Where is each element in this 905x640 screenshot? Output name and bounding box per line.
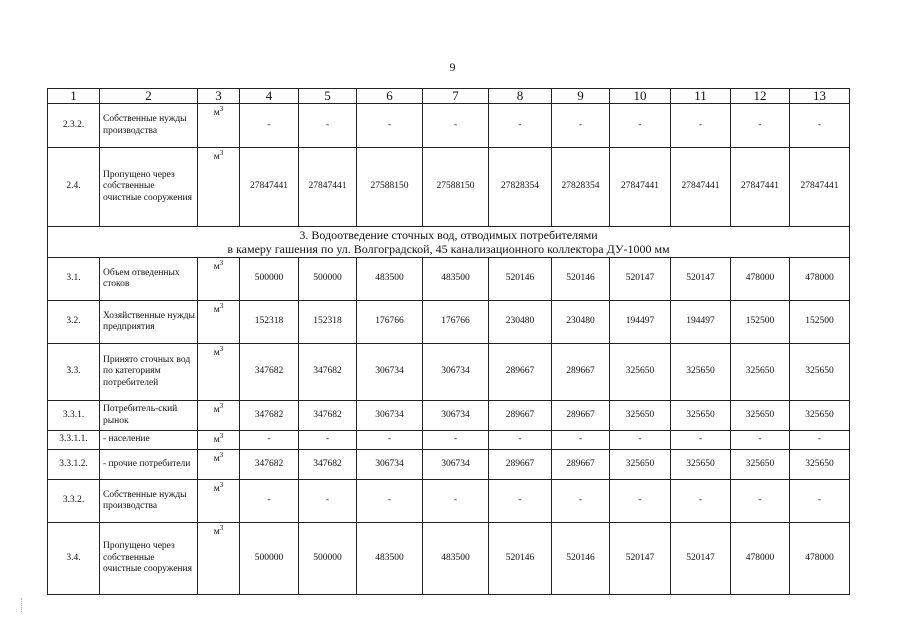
value-cell: 478000: [790, 258, 850, 301]
unit-text: м: [213, 108, 220, 118]
row-name: Пропущено через собственные очистные сооружения: [100, 523, 198, 595]
section-title-line-2: в камеру гашения по ул. Волгоградской, 45 канализационного коллектора ДУ-1000 мм: [227, 242, 670, 256]
value-cell: -: [610, 431, 671, 450]
value-cell: 325650: [671, 344, 731, 401]
value-cell: 347682: [299, 450, 357, 480]
column-header: 8: [489, 89, 552, 104]
table-row: [48, 104, 850, 148]
value-cell: -: [489, 480, 552, 523]
unit-exponent: 3: [219, 258, 224, 267]
header-row: [48, 89, 850, 104]
value-cell: 520146: [552, 258, 610, 301]
row-unit: [198, 344, 240, 401]
value-cell: 478000: [731, 523, 790, 595]
value-cell: -: [240, 480, 299, 523]
column-header: 10: [610, 89, 671, 104]
row-unit: [198, 480, 240, 523]
value-cell: 306734: [423, 344, 489, 401]
value-cell: 152500: [790, 301, 850, 344]
value-cell: -: [610, 104, 671, 148]
table-body: [48, 89, 850, 595]
value-cell: -: [240, 431, 299, 450]
value-cell: 27847441: [299, 148, 357, 227]
value-cell: 27847441: [790, 148, 850, 227]
table-row: [48, 450, 850, 480]
value-cell: 230480: [489, 301, 552, 344]
row-unit: [198, 148, 240, 227]
value-cell: 289667: [552, 401, 610, 431]
unit-text: м: [213, 152, 220, 162]
unit-text: м: [213, 435, 220, 445]
value-cell: 176766: [357, 301, 423, 344]
value-cell: -: [671, 431, 731, 450]
value-cell: -: [423, 431, 489, 450]
value-cell: 306734: [357, 344, 423, 401]
value-cell: -: [790, 431, 850, 450]
value-cell: -: [610, 480, 671, 523]
row-unit: [198, 104, 240, 148]
row-code: 3.3.2.: [48, 480, 100, 523]
row-unit: [198, 450, 240, 480]
column-header: 5: [299, 89, 357, 104]
value-cell: 347682: [299, 344, 357, 401]
table-row: [48, 480, 850, 523]
row-code: 2.3.2.: [48, 104, 100, 148]
value-cell: -: [357, 480, 423, 523]
row-name: - население: [100, 431, 198, 450]
row-unit: [198, 401, 240, 431]
table-row: [48, 258, 850, 301]
value-cell: 347682: [240, 450, 299, 480]
section-row: [48, 227, 850, 258]
value-cell: 500000: [240, 258, 299, 301]
row-name: Потребитель-ский рынок: [100, 401, 198, 431]
value-cell: 483500: [357, 258, 423, 301]
value-cell: 500000: [299, 523, 357, 595]
column-header: 7: [423, 89, 489, 104]
value-cell: 347682: [240, 344, 299, 401]
value-cell: 27828354: [489, 148, 552, 227]
unit-exponent: 3: [219, 401, 224, 410]
column-header: 9: [552, 89, 610, 104]
value-cell: 152318: [299, 301, 357, 344]
row-code: 3.3.: [48, 344, 100, 401]
value-cell: 176766: [423, 301, 489, 344]
value-cell: 289667: [552, 344, 610, 401]
value-cell: 325650: [731, 401, 790, 431]
value-cell: 152318: [240, 301, 299, 344]
value-cell: -: [671, 104, 731, 148]
value-cell: 289667: [489, 450, 552, 480]
unit-text: м: [213, 305, 220, 315]
value-cell: 289667: [489, 344, 552, 401]
row-name: Собственные нужды производства: [100, 104, 198, 148]
value-cell: -: [790, 480, 850, 523]
value-cell: 194497: [610, 301, 671, 344]
row-unit: [198, 523, 240, 595]
column-header: 4: [240, 89, 299, 104]
row-name: - прочие потребители: [100, 450, 198, 480]
table-row: [48, 431, 850, 450]
unit-exponent: 3: [219, 301, 224, 310]
scan-mark: [21, 598, 24, 612]
value-cell: 325650: [610, 450, 671, 480]
column-header: 6: [357, 89, 423, 104]
column-header: 1: [48, 89, 100, 104]
table-row: [48, 523, 850, 595]
value-cell: 500000: [240, 523, 299, 595]
row-name: Объем отведенных стоков: [100, 258, 198, 301]
value-cell: 289667: [489, 401, 552, 431]
section-title: [48, 227, 850, 258]
row-code: 3.2.: [48, 301, 100, 344]
value-cell: 520146: [552, 523, 610, 595]
value-cell: 325650: [790, 450, 850, 480]
value-cell: 27847441: [240, 148, 299, 227]
value-cell: 27588150: [423, 148, 489, 227]
row-code: 2.4.: [48, 148, 100, 227]
value-cell: -: [423, 104, 489, 148]
value-cell: -: [552, 480, 610, 523]
value-cell: 520147: [671, 523, 731, 595]
value-cell: 520147: [671, 258, 731, 301]
unit-text: м: [213, 262, 220, 272]
value-cell: 325650: [610, 344, 671, 401]
value-cell: 483500: [423, 258, 489, 301]
value-cell: 306734: [423, 450, 489, 480]
value-cell: -: [731, 480, 790, 523]
row-unit: [198, 258, 240, 301]
row-code: 3.3.1.2.: [48, 450, 100, 480]
value-cell: 478000: [790, 523, 850, 595]
value-cell: -: [299, 480, 357, 523]
value-cell: 347682: [240, 401, 299, 431]
unit-exponent: 3: [219, 431, 224, 440]
value-cell: -: [423, 480, 489, 523]
value-cell: -: [357, 104, 423, 148]
unit-exponent: 3: [219, 480, 224, 489]
column-header: 11: [671, 89, 731, 104]
row-code: 3.1.: [48, 258, 100, 301]
value-cell: 520147: [610, 258, 671, 301]
value-cell: 27847441: [731, 148, 790, 227]
value-cell: -: [489, 431, 552, 450]
data-table: [47, 88, 850, 595]
value-cell: 325650: [610, 401, 671, 431]
column-header: 12: [731, 89, 790, 104]
unit-text: м: [213, 484, 220, 494]
value-cell: 152500: [731, 301, 790, 344]
unit-text: м: [213, 405, 220, 415]
row-unit: [198, 431, 240, 450]
column-header: 13: [790, 89, 850, 104]
value-cell: 520147: [610, 523, 671, 595]
value-cell: -: [731, 431, 790, 450]
table-row: [48, 344, 850, 401]
column-header: 2: [100, 89, 198, 104]
unit-exponent: 3: [219, 523, 224, 532]
value-cell: 306734: [423, 401, 489, 431]
value-cell: -: [552, 431, 610, 450]
value-cell: 520146: [489, 523, 552, 595]
value-cell: 500000: [299, 258, 357, 301]
value-cell: 27588150: [357, 148, 423, 227]
unit-text: м: [213, 527, 220, 537]
row-code: 3.4.: [48, 523, 100, 595]
value-cell: -: [552, 104, 610, 148]
value-cell: -: [240, 104, 299, 148]
value-cell: 194497: [671, 301, 731, 344]
row-unit: [198, 301, 240, 344]
row-name: Пропущено через собственные очистные сооружения: [100, 148, 198, 227]
row-code: 3.3.1.: [48, 401, 100, 431]
value-cell: -: [790, 104, 850, 148]
unit-exponent: 3: [219, 104, 224, 113]
value-cell: 325650: [671, 450, 731, 480]
unit-exponent: 3: [219, 344, 224, 353]
value-cell: -: [489, 104, 552, 148]
row-code: 3.3.1.1.: [48, 431, 100, 450]
value-cell: 306734: [357, 401, 423, 431]
table-row: [48, 148, 850, 227]
page-number: 9: [449, 60, 456, 74]
unit-text: м: [213, 348, 220, 358]
value-cell: -: [671, 480, 731, 523]
value-cell: 325650: [790, 401, 850, 431]
column-header: 3: [198, 89, 240, 104]
value-cell: 483500: [423, 523, 489, 595]
value-cell: -: [731, 104, 790, 148]
unit-exponent: 3: [219, 450, 224, 459]
value-cell: -: [357, 431, 423, 450]
value-cell: 483500: [357, 523, 423, 595]
section-title-line-1: 3. Водоотведение сточных вод, отводимых потребителями: [299, 228, 598, 242]
row-name: Собственные нужды производства: [100, 480, 198, 523]
unit-exponent: 3: [219, 148, 224, 157]
value-cell: 347682: [299, 401, 357, 431]
value-cell: 325650: [731, 450, 790, 480]
unit-text: м: [213, 454, 220, 464]
value-cell: 289667: [552, 450, 610, 480]
row-name: Принято сточных вод по категориям потребителей: [100, 344, 198, 401]
value-cell: 230480: [552, 301, 610, 344]
value-cell: 478000: [731, 258, 790, 301]
table-row: [48, 301, 850, 344]
value-cell: -: [299, 104, 357, 148]
value-cell: 325650: [671, 401, 731, 431]
row-name: Хозяйственные нужды предприятия: [100, 301, 198, 344]
value-cell: 27828354: [552, 148, 610, 227]
table-row: [48, 401, 850, 431]
value-cell: 306734: [357, 450, 423, 480]
value-cell: -: [299, 431, 357, 450]
value-cell: 325650: [731, 344, 790, 401]
value-cell: 27847441: [671, 148, 731, 227]
value-cell: 27847441: [610, 148, 671, 227]
value-cell: 325650: [790, 344, 850, 401]
value-cell: 520146: [489, 258, 552, 301]
